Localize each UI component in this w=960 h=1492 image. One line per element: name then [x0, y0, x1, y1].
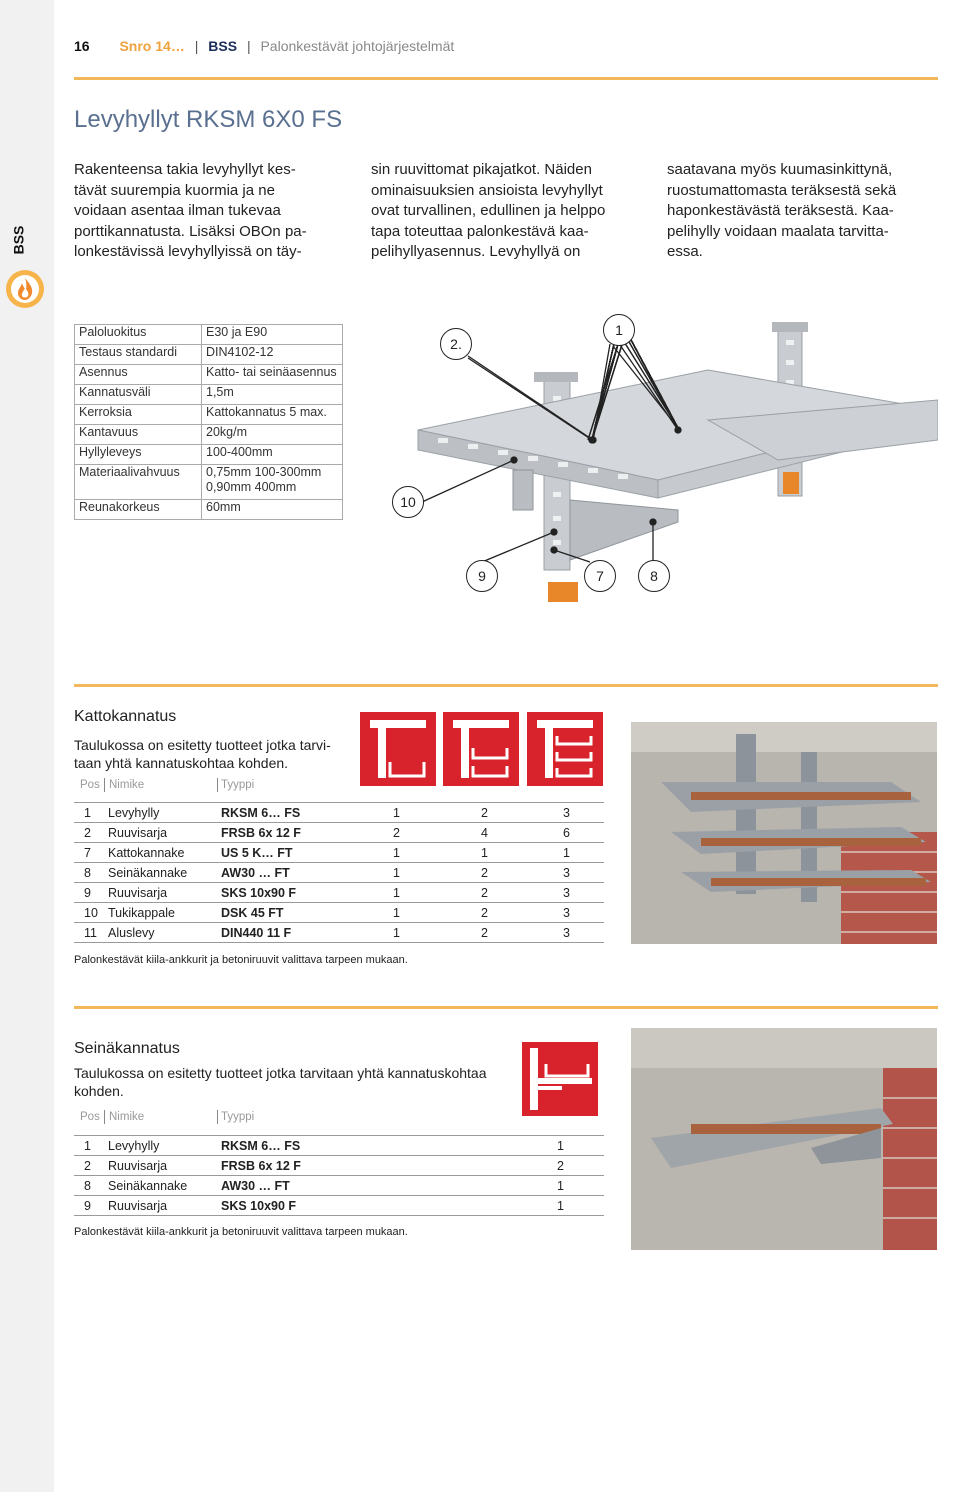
cell-qty: 2: [557, 1156, 604, 1176]
table-row: [74, 1196, 604, 1216]
ceiling-3-layer-icon: [527, 712, 603, 786]
cell-type: SKS 10x90 F: [221, 883, 393, 903]
spec-label: Reunakorkeus: [75, 500, 202, 520]
spec-value: Katto- tai seinäasennus: [202, 365, 343, 385]
spec-label: Kannatusväli: [75, 385, 202, 405]
spec-row: [75, 365, 343, 385]
spec-label: Kerroksia: [75, 405, 202, 425]
wall-mount-icon: [522, 1042, 598, 1116]
callout-8: 8: [638, 560, 670, 592]
cell-name: Ruuvisarja: [108, 1196, 221, 1216]
header-separator: |: [194, 38, 199, 54]
cell-type: US 5 K… FT: [221, 843, 393, 863]
spec-value: 0,75mm 100-300mm 0,90mm 400mm: [202, 465, 343, 500]
cell-qty-1: 1: [393, 923, 481, 943]
page-number: 16: [74, 38, 90, 54]
ceiling-note: Palonkestävät kiila-ankkurit ja betoniruuvit valittava tarpeen mukaan.: [74, 954, 408, 966]
cell-type: DIN440 11 F: [221, 923, 393, 943]
cell-qty-2: 2: [481, 903, 563, 923]
page-header: [74, 38, 454, 54]
header-rule: [74, 77, 938, 80]
table-row: [74, 1156, 604, 1176]
callout-9: 9: [466, 560, 498, 592]
wall-installation-photo: [631, 1028, 937, 1250]
cell-type: FRSB 6x 12 F: [221, 1156, 557, 1176]
column-header-type: Tyyppi: [221, 779, 255, 791]
callout-10: 10: [392, 486, 424, 518]
spec-label: Asennus: [75, 365, 202, 385]
cell-qty-2: 2: [481, 803, 563, 823]
cell-pos: 11: [74, 923, 108, 943]
cell-pos: 2: [74, 1156, 108, 1176]
spec-table: [74, 324, 343, 520]
wall-section-title: Seinäkannatus: [74, 1040, 180, 1057]
callout-7: 7: [584, 560, 616, 592]
spec-row: [75, 325, 343, 345]
brand-code: BSS: [208, 38, 238, 54]
chapter-number: Snro 14…: [119, 38, 185, 54]
cell-type: FRSB 6x 12 F: [221, 823, 393, 843]
cell-qty-2: 2: [481, 863, 563, 883]
spec-label: Paloluokitus: [75, 325, 202, 345]
cell-name: Kattokannake: [108, 843, 221, 863]
cell-pos: 9: [74, 1196, 108, 1216]
column-header-name: Nimike: [109, 1111, 145, 1123]
ceiling-product-table: [74, 802, 604, 943]
cell-pos: 9: [74, 883, 108, 903]
cell-name: Tukikappale: [108, 903, 221, 923]
cell-name: Levyhylly: [108, 1136, 221, 1156]
table-row: [74, 1176, 604, 1196]
section-name: Palonkestävät johtojärjestelmät: [260, 38, 455, 54]
cell-qty-3: 6: [563, 823, 604, 843]
spec-value: DIN4102-12: [202, 345, 343, 365]
table-row: [74, 923, 604, 943]
table-row: [74, 823, 604, 843]
spec-label: Testaus standardi: [75, 345, 202, 365]
spec-row: [75, 345, 343, 365]
table-row: [74, 863, 604, 883]
cell-qty: 1: [557, 1136, 604, 1156]
product-diagram: [378, 300, 938, 620]
table-row: [74, 903, 604, 923]
cell-qty-1: 1: [393, 803, 481, 823]
cell-qty-2: 2: [481, 923, 563, 943]
column-divider: [104, 778, 105, 792]
cell-type: AW30 … FT: [221, 1176, 557, 1196]
spec-row: [75, 465, 343, 500]
column-header-pos: Pos: [80, 1111, 100, 1123]
spec-value: 1,5m: [202, 385, 343, 405]
cell-qty: 1: [557, 1176, 604, 1196]
ceiling-section-title: Kattokannatus: [74, 708, 177, 725]
cell-name: Seinäkannake: [108, 1176, 221, 1196]
table-row: [74, 803, 604, 823]
spec-label: Materiaalivahvuus: [75, 465, 202, 500]
intro-column-1: Rakenteensa takia levyhyllyt kes- tävät suurempia kuormia ja ne voidaan asentaa ilman tukevaa porttikannatusta. Lisäksi OBOn pa- lonkestävissä levyhyllyissä on täy-: [74, 161, 307, 260]
cell-qty: 1: [557, 1196, 604, 1216]
section-rule: [74, 684, 938, 687]
intro-column-3: saatavana myös kuumasinkittynä, ruostumattomasta teräksestä sekä haponkestävästä teräksestä. Kaa- pelihylly voidaan maalata tarvitta- essa.: [667, 161, 897, 260]
cell-pos: 1: [74, 1136, 108, 1156]
ceiling-installation-photo: [631, 722, 937, 944]
cell-name: Seinäkannake: [108, 863, 221, 883]
cell-name: Levyhylly: [108, 803, 221, 823]
spec-value: 20kg/m: [202, 425, 343, 445]
cell-pos: 8: [74, 1176, 108, 1196]
spec-row: [75, 500, 343, 520]
spec-row: [75, 425, 343, 445]
column-divider: [217, 1110, 218, 1124]
cell-type: AW30 … FT: [221, 863, 393, 883]
section-rule: [74, 1006, 938, 1009]
cell-type: RKSM 6… FS: [221, 1136, 557, 1156]
spec-value: 100-400mm: [202, 445, 343, 465]
cell-qty-1: 1: [393, 843, 481, 863]
cell-name: Aluslevy: [108, 923, 221, 943]
cell-pos: 1: [74, 803, 108, 823]
spec-label: Kantavuus: [75, 425, 202, 445]
cell-qty-3: 3: [563, 883, 604, 903]
wall-description: Taulukossa on esitetty tuotteet jotka tarvitaan yhtä kannatuskohtaa kohden.: [74, 1065, 487, 1099]
cell-qty-2: 4: [481, 823, 563, 843]
spec-value: 60mm: [202, 500, 343, 520]
column-divider: [217, 778, 218, 792]
column-header-name: Nimike: [109, 779, 145, 791]
wall-note: Palonkestävät kiila-ankkurit ja betoniruuvit valittava tarpeen mukaan.: [74, 1226, 408, 1238]
cell-qty-3: 3: [563, 803, 604, 823]
column-divider: [104, 1110, 105, 1124]
header-separator: |: [246, 38, 251, 54]
column-header-pos: Pos: [80, 779, 100, 791]
cell-qty-3: 3: [563, 863, 604, 883]
cell-pos: 10: [74, 903, 108, 923]
sidebar-section-label: BSS: [10, 225, 27, 255]
cell-qty-3: 1: [563, 843, 604, 863]
cell-name: Ruuvisarja: [108, 823, 221, 843]
cell-name: Ruuvisarja: [108, 1156, 221, 1176]
cell-pos: 7: [74, 843, 108, 863]
cell-qty-3: 3: [563, 923, 604, 943]
page-title: Levyhyllyt RKSM 6X0 FS: [74, 106, 343, 133]
cell-pos: 2: [74, 823, 108, 843]
spec-value: E30 ja E90: [202, 325, 343, 345]
spec-value: Kattokannatus 5 max.: [202, 405, 343, 425]
wall-product-table: [74, 1135, 604, 1216]
intro-column-2: sin ruuvittomat pikajatkot. Näiden ominaisuuksien ansioista levyhyllyt ovat turvallinen, edullinen ja helppo tapa toteuttaa palonkestävä kaa- pelihyllyasennus. Levyhyllyä on: [371, 161, 606, 260]
table-row: [74, 843, 604, 863]
spec-row: [75, 405, 343, 425]
ceiling-2-layer-icon: [443, 712, 519, 786]
cell-qty-1: 1: [393, 903, 481, 923]
table-row: [74, 1136, 604, 1156]
cell-type: DSK 45 FT: [221, 903, 393, 923]
callout-1: 1: [603, 314, 635, 346]
cell-qty-1: 2: [393, 823, 481, 843]
column-header-type: Tyyppi: [221, 1111, 255, 1123]
cell-qty-1: 1: [393, 863, 481, 883]
cell-qty-2: 1: [481, 843, 563, 863]
spec-label: Hyllyleveys: [75, 445, 202, 465]
cell-qty-3: 3: [563, 903, 604, 923]
cell-type: RKSM 6… FS: [221, 803, 393, 823]
spec-row: [75, 445, 343, 465]
cell-qty-1: 1: [393, 883, 481, 903]
cell-qty-2: 2: [481, 883, 563, 903]
fire-icon: [6, 270, 44, 308]
ceiling-1-layer-icon: [360, 712, 436, 786]
spec-row: [75, 385, 343, 405]
cell-name: Ruuvisarja: [108, 883, 221, 903]
table-row: [74, 883, 604, 903]
callout-2: 2.: [440, 328, 472, 360]
ceiling-description: Taulukossa on esitetty tuotteet jotka tarvi- taan yhtä kannatuskohtaa kohden.: [74, 737, 331, 771]
cell-type: SKS 10x90 F: [221, 1196, 557, 1216]
cell-pos: 8: [74, 863, 108, 883]
